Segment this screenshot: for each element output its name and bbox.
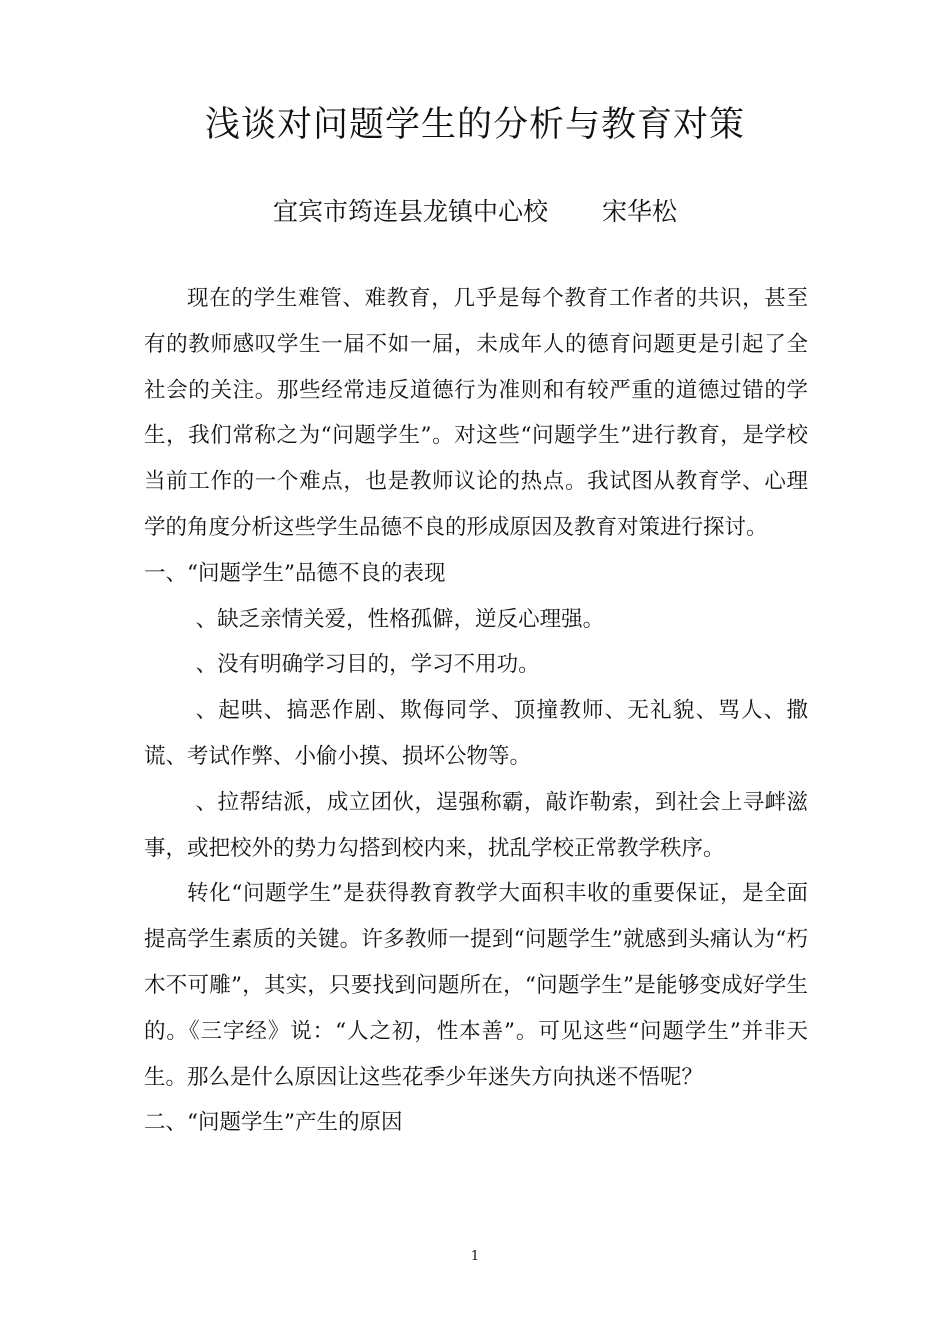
intro-paragraph: 现在的学生难管、难教育，几乎是每个教育工作者的共识，甚至有的教师感叹学生一届不如一届，未成年人的德育问题更是引起了全社会的关注。那些经常违反道德行为准则和有较严重的道德过错的学生，我们常称之为“问题学生”。对这些“问题学生”进行教育，是学校当前工作的一个难点，也是教师议论的热点。我试图从教育学、心理学的角度分析这些学生品德不良的形成原因及教育对策进行探讨。 <box>144 286 808 540</box>
list-item: 、没有明确学习目的，学习不用功。 <box>195 652 540 678</box>
list-item: 、起哄、搞恶作剧、欺侮同学、顶撞教师、无礼貌、骂人、撒谎、考试作弊、小偷小摸、损坏公物等。 <box>144 698 808 769</box>
section-heading-1: 一、“问题学生”品德不良的表现 <box>144 560 446 586</box>
section-heading-2: 二、“问题学生”产生的原因 <box>144 1110 403 1136</box>
list-item: 、缺乏亲情关爱，性格孤僻，逆反心理强。 <box>195 606 605 632</box>
document-body <box>144 276 808 1146</box>
transition-paragraph: 转化“问题学生”是获得教育教学大面积丰收的重要保证，是全面提高学生素质的关键。许多教师一提到“问题学生”就感到头痛认为“朽木不可雕”，其实，只要找到问题所在，“问题学生”是能够变成好学生的。《三字经》说：“人之初，性本善”。可见这些“问题学生”并非天生。那么是什么原因让这些花季少年迷失方向执迷不悟呢？ <box>144 881 808 1090</box>
page-number: 1 <box>470 1249 480 1264</box>
school-name: 宜宾市筠连县龙镇中心校 <box>272 197 548 226</box>
author-name: 宋华松 <box>602 197 678 226</box>
document-title: 浅谈对问题学生的分析与教育对策 <box>204 105 745 145</box>
list-item: 、拉帮结派，成立团伙，逞强称霸，敲诈勒索，到社会上寻衅滋事，或把校外的势力勾搭到校内来，扰乱学校正常教学秩序。 <box>144 789 808 861</box>
author-line <box>0 194 950 230</box>
